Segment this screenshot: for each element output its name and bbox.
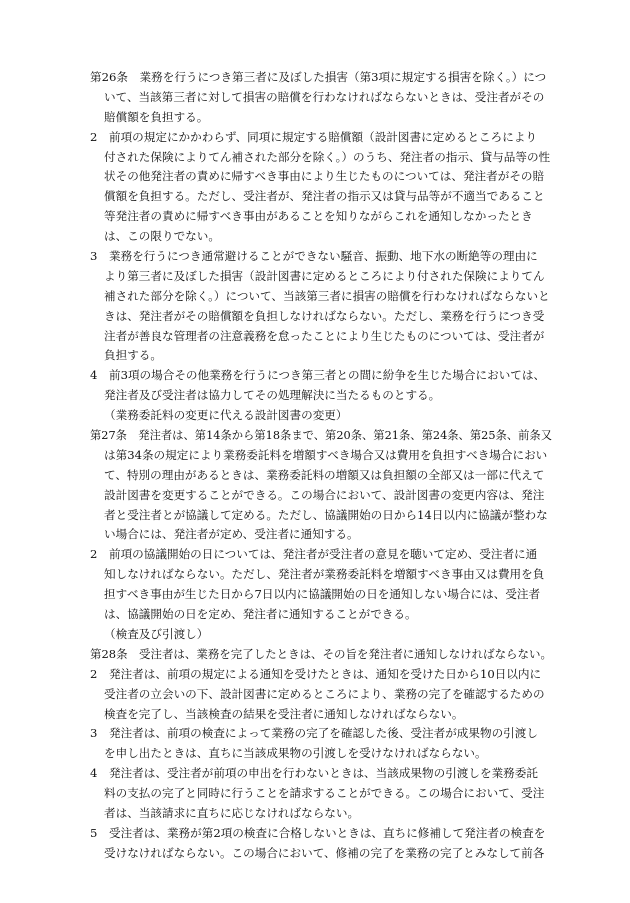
text-line: 第27条 発注者は、第14条から第18条まで、第20条、第21条、第24条、第25条、前条又 bbox=[90, 428, 553, 443]
text-line: 設計図書を変更することができる。この場合において、設計図書の変更内容は、発注 bbox=[104, 487, 545, 502]
text-line: 料の支払の完了と同時に行うことを請求することができる。この場合において、受注 bbox=[104, 786, 545, 801]
text-line: 4 発注者は、受注者が前項の申出を行わないときは、当該成果物の引渡しを業務委託 bbox=[90, 766, 538, 781]
text-line: 2 前項の協議開始の日については、発注者が受注者の意見を聴いて定め、受注者に通 bbox=[90, 547, 538, 562]
text-line: 等発注者の責めに帰すべき事由があることを知りながらこれを通知しなかったとき bbox=[104, 209, 533, 224]
text-line: 第28条 受注者は、業務を完了したときは、その旨を発注者に通知しなければならない。 bbox=[90, 646, 552, 661]
text-line: 第26条 業務を行うにつき第三者に及ぼした損害（第3項に規定する損害を除く。）につ bbox=[90, 70, 547, 84]
text-line: 3 発注者は、前項の検査によって業務の完了を確認した後、受注者が成果物の引渡し bbox=[90, 726, 538, 741]
text-line: 補された部分を除く。）について、当該第三者に損害の賠償を行わなければならないと bbox=[104, 288, 550, 303]
text-line: 5 受注者は、業務が第2項の検査に合格しないときは、直ちに修補して発注者の検査を bbox=[90, 825, 546, 840]
text-line: 3 業務を行うにつき通常避けることができない騒音、振動、地下水の断絶等の理由に bbox=[90, 249, 538, 264]
text-line: て、特別の理由があるときは、業務委託料の増額又は負担額の全部又は一部に代えて bbox=[104, 467, 545, 482]
text-line: 状その他発注者の責めに帰すべき事由により生じたものについては、発注者がその賠 bbox=[104, 169, 545, 184]
text-line: 2 発注者は、前項の規定による通知を受けたときは、通知を受けた日から10日以内に bbox=[90, 666, 542, 681]
text-line: より第三者に及ぼした損害（設計図書に定めるところにより付された保険によりてん bbox=[104, 268, 545, 283]
text-line: は第34条の規定により業務委託料を増額すべき場合又は費用を負担すべき場合におい bbox=[104, 447, 548, 462]
text-line: は、この限りでない。 bbox=[104, 229, 220, 244]
text-line: 担すべき事由が生じた日から7日以内に協議開始の日を通知しない場合には、受注者 bbox=[104, 587, 541, 602]
text-line: （業務委託料の変更に代える設計図書の変更） bbox=[104, 408, 348, 423]
text-line: 賠償額を負担する。 bbox=[104, 109, 209, 124]
document-body bbox=[90, 68, 552, 864]
text-line: 受けなければならない。この場合において、修補の完了を業務の完了とみなして前各 bbox=[104, 845, 545, 860]
text-line: 負担する。 bbox=[104, 348, 162, 363]
text-line: 付された保険によりてん補された部分を除く。）のうち、発注者の指示、貸与品等の性 bbox=[104, 149, 551, 164]
text-line: 2 前項の規定にかかわらず、同項に規定する賠償額（設計図書に定めるところにより bbox=[90, 129, 538, 144]
text-line: を申し出たときは、直ちに当該成果物の引渡しを受けなければならない。 bbox=[104, 746, 487, 761]
text-line: 知しなければならない。ただし、発注者が業務委託料を増額すべき事由又は費用を負 bbox=[104, 567, 545, 582]
text-line: い場合には、発注者が定め、受注者に通知する。 bbox=[104, 527, 359, 542]
text-line: 受注者の立会いの下、設計図書に定めるところにより、業務の完了を確認するための bbox=[104, 686, 545, 701]
text-line: 者は、当該請求に直ちに応じなければならない。 bbox=[104, 805, 360, 820]
text-line: 償額を負担する。ただし、受注者が、発注者の指示又は貸与品等が不適当であること bbox=[104, 189, 545, 204]
text-line: 発注者及び受注者は協力してその処理解決に当たるものとする。 bbox=[104, 388, 441, 403]
text-line: は、協議開始の日を定め、発注者に通知することができる。 bbox=[104, 607, 417, 622]
text-line: 者と受注者とが協議して定める。ただし、協議開始の日から14日以内に協議が整わな bbox=[104, 507, 548, 522]
text-line: 注者が善良な管理者の注意義務を怠ったことにより生じたものについては、受注者が bbox=[104, 328, 545, 343]
text-line: 検査を完了し、当該検査の結果を受注者に通知しなければならない。 bbox=[104, 706, 464, 721]
text-line: いて、当該第三者に対して損害の賠償を行わなければならないときは、受注者がその bbox=[104, 89, 545, 104]
text-line: きは、発注者がその賠償額を負担しなければならない。ただし、業務を行うにつき受 bbox=[104, 308, 545, 323]
text-line: （検査及び引渡し） bbox=[104, 626, 209, 641]
text-line: 4 前3項の場合その他業務を行うにつき第三者との間に紛争を生じた場合においては、 bbox=[90, 368, 546, 383]
